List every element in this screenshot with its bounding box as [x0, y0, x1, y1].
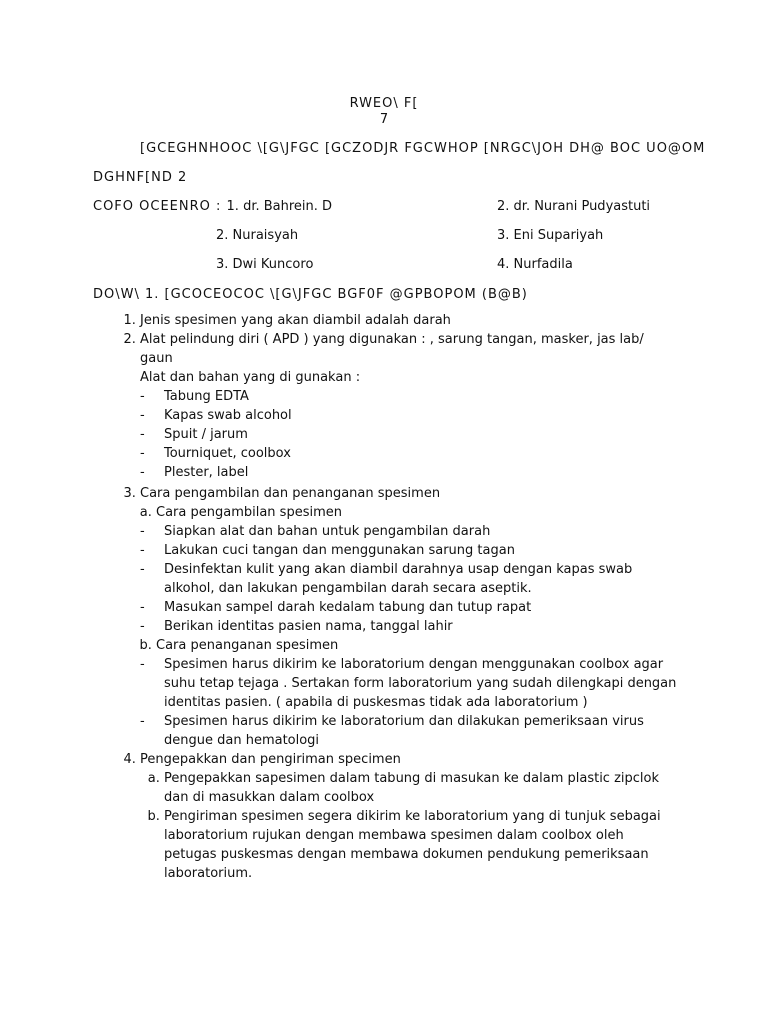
sub-item: b. Pengiriman spesimen segera dikirim ke laboratorium yang di tunjuk sebagai laboratorium rujukan dengan membawa spesimen dalam coolbox oleh petugas puskesmas dengan membawa dokumen pendukung pemeriksaan laboratorium. — [164, 807, 680, 883]
team-label: COFO OCEENRO : — [93, 199, 227, 214]
tools-list — [140, 387, 680, 482]
procedure-sublist — [140, 503, 680, 522]
list-item: - Tabung EDTA — [164, 387, 680, 406]
list-item: - Kapas swab alcohol — [164, 406, 680, 425]
list-item: - Spesimen harus dikirim ke laboratorium dengan menggunakan coolbox agar suhu tetap tejaga . Sertakan form laboratorium yang sudah dilengkapi dengan identitas pasien. ( apabila di puskesmas tidak ada laboratorium ) — [164, 655, 680, 712]
packing-heading: 4. Pengepakkan dan pengiriman specimen — [140, 752, 401, 767]
team-member: 4. Nurfadila — [497, 257, 573, 272]
list-item: - Lakukan cuci tangan dan menggunakan sarung tagan — [164, 541, 680, 560]
list-item: - Spesimen harus dikirim ke laboratorium dan dilakukan pemeriksaan virus dengue dan hematologi — [164, 712, 680, 750]
team-member: 3. Eni Supariyah — [497, 228, 604, 243]
list-item: - Tourniquet, coolbox — [164, 444, 680, 463]
tools-intro: Alat dan bahan yang di gunakan : — [140, 370, 361, 385]
sub-item-a: a. Cara pengambilan spesimen — [156, 503, 680, 522]
team-member: 2. dr. Nurani Pudyastuti — [497, 199, 651, 214]
list-item: - Spuit / jarum — [164, 425, 680, 444]
main-list — [93, 311, 680, 883]
procedure-sublist-b — [140, 636, 680, 655]
garbled-title: [GCEGHNHOOC \[G\JFGC [GCZODJR FGCWHOP [NRGC\JOH DH@ BOC UO@OM — [140, 141, 706, 156]
section-heading: DO\W\ 1. [GCOCEOCOC \[G\JFGC BGF0F @GPBOPOM (B@B) — [93, 287, 528, 302]
list-item: - Berikan identitas pasien nama, tanggal lahir — [164, 617, 680, 636]
list-item-3 — [140, 484, 680, 750]
sub-item-b: b. Cara penanganan spesimen — [156, 636, 680, 655]
sub-item: a. Pengepakkan sapesimen dalam tabung di masukan ke dalam plastic zipclok dan di masukkan dalam coolbox — [164, 769, 680, 807]
team-member: 1. dr. Bahrein. D — [226, 199, 333, 214]
team-member: 2. Nuraisyah — [216, 228, 299, 243]
list-item: - Siapkan alat dan bahan untuk pengambilan darah — [164, 522, 680, 541]
list-item: - Plester, label — [164, 463, 680, 482]
list-item: - Desinfektan kulit yang akan diambil darahnya usap dengan kapas swab alkohol, dan lakukan pengambilan darah secara aseptik. — [164, 560, 680, 598]
procedure-heading: 3. Cara pengambilan dan penanganan spesimen — [140, 486, 441, 501]
team-row-1 — [93, 197, 332, 216]
doc-title-line2: 7 — [379, 112, 389, 127]
list-item: - Masukan sampel darah kedalam tabung dan tutup rapat — [164, 598, 680, 617]
list-item-2 — [140, 330, 680, 484]
doc-title-line1: RWEO\ F[ — [349, 96, 419, 111]
garbled-subtitle: DGHNF[ND 2 — [93, 170, 188, 185]
team-member: 3. Dwi Kuncoro — [216, 257, 314, 272]
apd-text: 2. Alat pelindung diri ( APD ) yang digunakan : , sarung tangan, masker, jas lab/ gaun — [140, 332, 644, 366]
collection-steps — [140, 522, 680, 636]
handling-steps — [140, 655, 680, 750]
list-item-1: 1. Jenis spesimen yang akan diambil adalah darah — [140, 311, 680, 330]
list-item-4 — [140, 750, 680, 883]
packing-sublist — [140, 769, 680, 883]
